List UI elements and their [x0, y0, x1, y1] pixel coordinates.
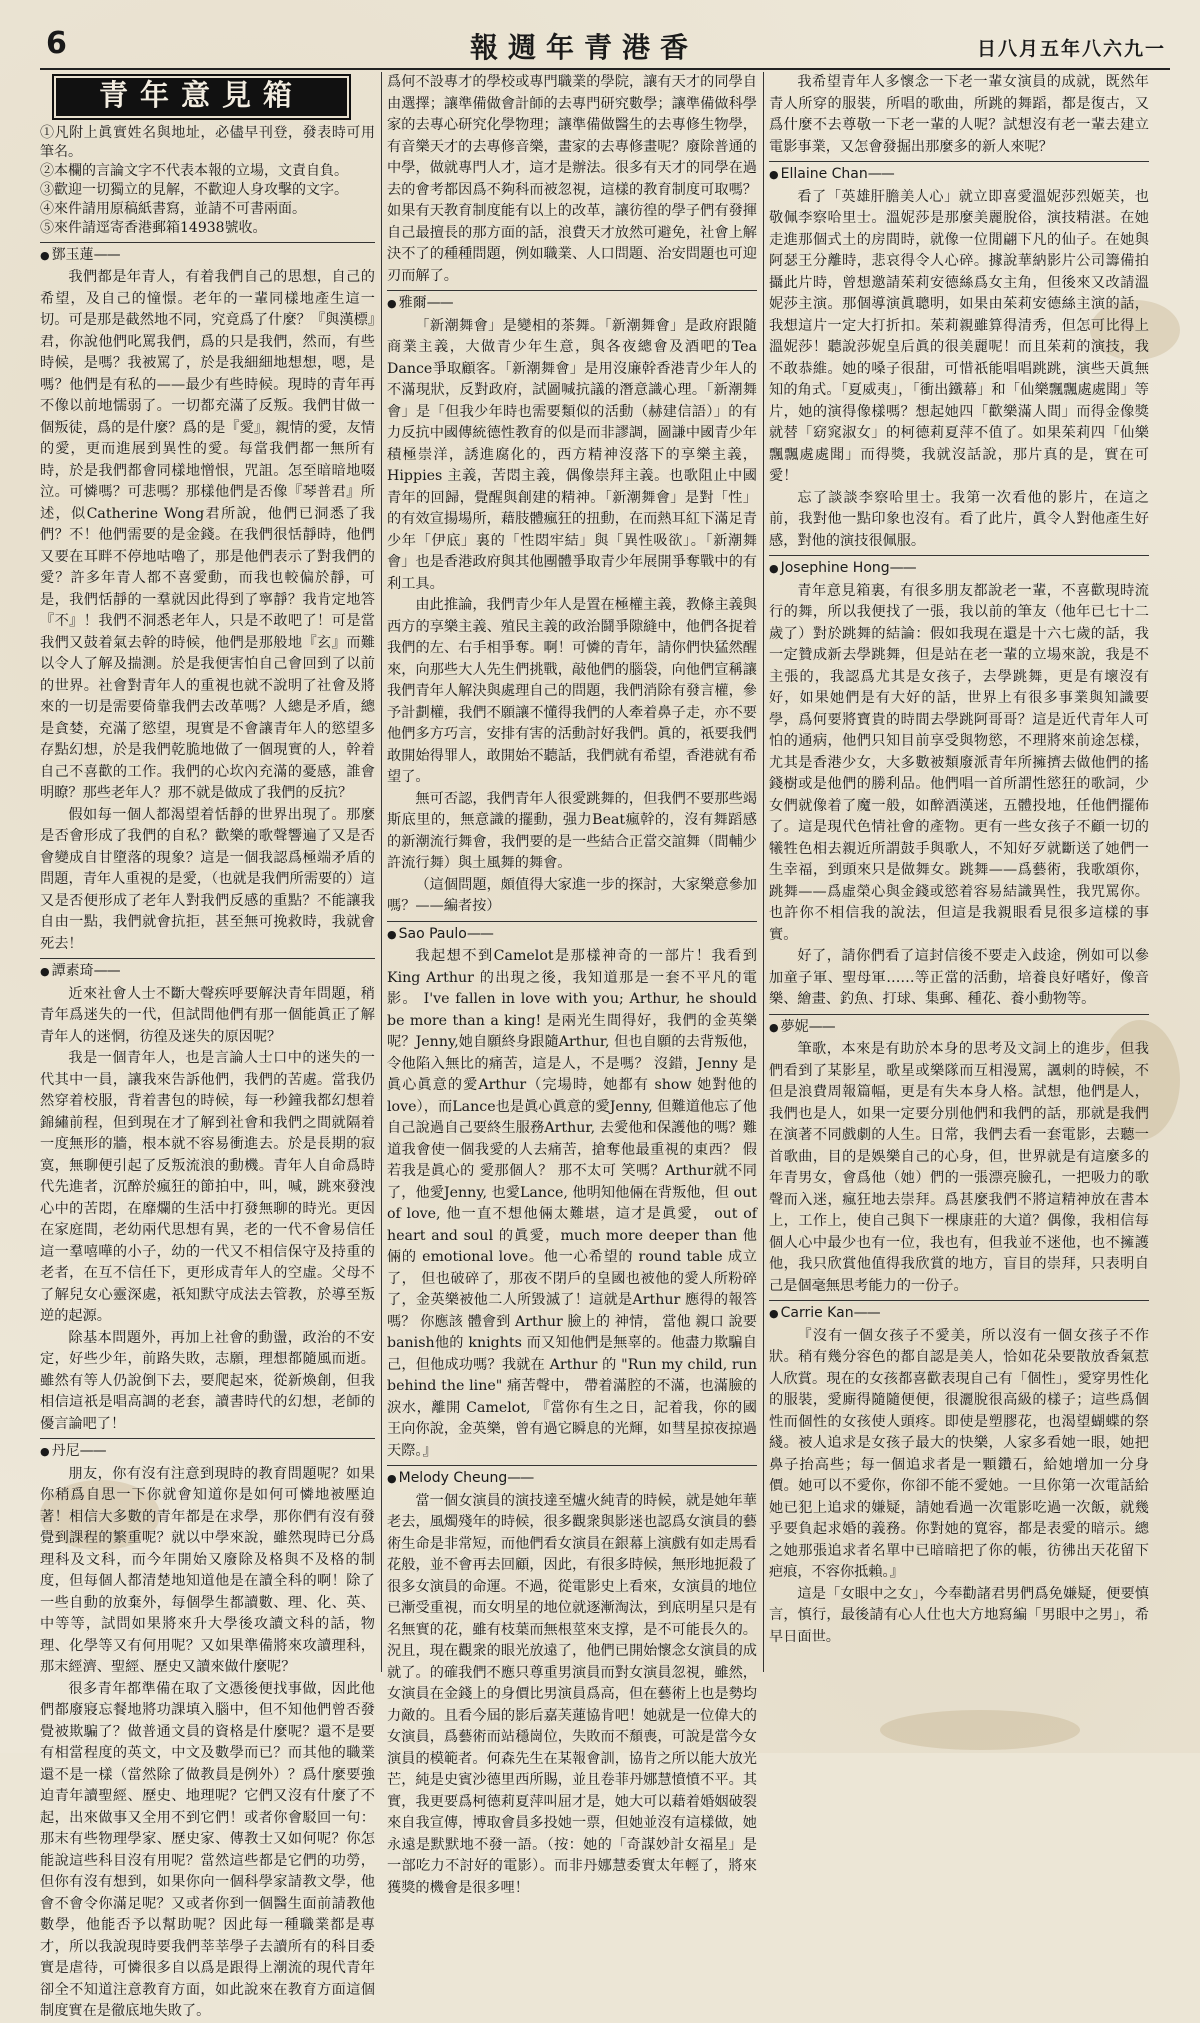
water-stain [880, 1710, 1080, 1750]
letter-author: ● Carrie Kan—— [769, 1305, 880, 1321]
letter-paragraph: 我希望青年人多懷念一下老一輩女演員的成就，既然年青人所穿的服裝，所唱的歌曲，所跳的舞蹈，都是復古，又爲什麼不去尊敬一下老一輩的人呢？試想沒有老一輩去建立電影事業，又怎會發掘出那麼多的新人來呢？ [769, 74, 1149, 155]
bullet-icon: ● [769, 168, 779, 181]
rule-item: ②本欄的言論文字不代表本報的立場，文責自負。 [40, 162, 348, 179]
divider [769, 555, 1149, 556]
editor-note: （這個問題，頗值得大家進一步的探討，大家樂意參加嗎？——編者按） [387, 876, 757, 914]
letter-author: ● Melody Cheung—— [387, 1470, 534, 1486]
divider [387, 290, 757, 291]
letter [40, 245, 375, 956]
letter-author: ● 夢妮—— [769, 1018, 835, 1035]
letter [769, 164, 1149, 552]
bullet-icon: ● [769, 1020, 779, 1034]
letter [40, 1441, 375, 2023]
letter-paragraph: 我是一個青年人，也是言論人士口中的迷失的一代其中一員，讓我來告訴他們，我們的苦處。當我仍然穿着校服，背着書包的時候，每一秒鐘我都幻想着錦繡前程，但到現在才了解到社會和我們之間就隔着一度無形的牆，根本就不容易衝進去。於是長期的寂寞，無聊便引起了反叛流浪的動機。青年人自命爲時代先進者，沉醉於瘋狂的節拍中，叫，喊，跳來發洩心中的苦悶，在靡爛的生活中打發無聊的時光。更因在家庭間，老幼兩代思想有異，老的一代不會易信任這一羣嘻嘩的小子，幼的一代又不相信保守及持重的老者，在互不信任下，更形成青年人的空虛。父母不了解兒女心靈深處，祇知默守成法去管教，於導至叛逆的起源。 [40, 1050, 375, 1324]
bullet-icon: ● [40, 248, 50, 262]
column-right [769, 72, 1149, 1672]
divider [769, 161, 1149, 162]
letter-paragraph: 好了，請你們看了這封信後不要走入歧途，例如可以參加童子軍、聖母軍……等正當的活動，培養良好嗜好，像音樂、繪畫、釣魚、打球、集郵、種花、養小動物等。 [769, 948, 1149, 1007]
masthead [40, 20, 1170, 70]
letter-paragraph: 無可否認，我們青年人很愛跳舞的，但我們不要那些竭斯底里的，無意識的擺動，强力Beat瘋幹的，沒有舞蹈感的新潮流行舞會，我們要的是一些結合正當交誼舞（間輔少許流行舞）與土風舞的舞會。 [387, 790, 757, 871]
column-divider [763, 72, 764, 1672]
letter-paragraph: 朋友，你有沒有注意到現時的教育問題呢？如果你稍爲自思一下你就會知道你是如何可憐地被壓迫著！相信大多數的青年都是在求學，那你們有沒有發覺到課程的繁重呢？就以中學來說，雖然現時已分爲理科及文科，而今年開始又廢除及格與不及格的制度，但每個人都清楚地知道他是在讀全科的啊！除了一些自動的放棄外，每個學生都讀數、理、化、英、中等等，試問如果將來升大學後攻讀文科的話，物理、化學等又有何用呢？又如果準備將來攻讀理科，那末經濟、聖經、歷史又讀來做什麼呢？ [40, 1465, 375, 1675]
divider [769, 1014, 1149, 1015]
column-middle [387, 72, 757, 1896]
letter-paragraph: 近來社會人士不斷大聲疾呼要解決青年問題，稍青年爲迷失的一代，但試問他們有那一個能眞正了解青年人的迷惘，彷徨及迷失的原因呢？ [40, 985, 375, 1045]
divider [769, 1300, 1149, 1301]
letter [40, 961, 375, 1435]
issue-date: 日八月五年八六九一 [976, 38, 1166, 60]
letter-paragraph: 筆歌，本來是有助於本身的思考及文詞上的進步，但我們看到了某影星，歌星或樂隊而互相漫罵，諷刺的時候，不但是浪費周報篇幅，更是有失本身人格。試想，他們是人，我們也是人，如果一定要分別他們和我們的話，那就是我們在演著不同戲劇的人生。日常，我們去看一套電影，去聽一首歌曲，目的是娛樂自己的心身，但，世界就是有這麼多的年青男女，會爲他（她）們的一張漂亮臉孔，一把吸力的歌聲而入迷，瘋狂地去崇拜。爲甚麼我們不將這精神放在書本上，工作上，使自己與下一棵康莊的大道？偶像，我相信每個人心中最少也有一位，我也有，但我並不迷他，也不擁護他，我只欣賞他值得我欣賞的地方，盲目的崇拜，只表明自己是個毫無思考能力的一份子。 [769, 1041, 1149, 1294]
letter-author: ● Josephine Hong—— [769, 560, 916, 576]
letter [769, 558, 1149, 1011]
bullet-icon: ● [40, 965, 50, 978]
divider [40, 958, 375, 959]
page-number: 6 [46, 26, 67, 61]
bullet-icon: ● [769, 1307, 779, 1320]
divider [387, 921, 757, 922]
letter-paragraph: 青年意見箱裏，有很多朋友都說老一輩，不喜歡現時流行的舞，所以我便找了一張，我以前的筆友（他年已七十二歲了）對於跳舞的結論：假如我現在還是十六七歲的話，我一定贊成新去學跳舞，但是站在老一輩的立場來說，我是不主張的，我認爲尤其是女孩子，去學跳舞，更是有壞沒有好，如果她們是有大好的話，世界上有很多事業與知識要學，爲何要將寶貴的時間去學跳阿哥哥？這是近代青年人可怕的通病，他們只知目前享受與物慾，不理將來前途怎樣，尤其是香港少女，大多數被類廢派青年所擁擠去做他們的搖錢樹或是他們的勝利品。他們唱一首所謂性慾狂的歌詞，少女們就像着了魔一般，如醉酒漢迷，五體投地，任他們擺佈了。這是現代色情社會的產物。更有一些女孩子不顧一切的犧牲色相去親近所謂鼓手與歌人，不知好歹就斷送了她們一生幸福，到頭來只是做舞女。跳舞——爲藝術，我歌頌你，跳舞——爲虛榮心與金錢或慾着容易結識異性，我咒罵你。也許你不相信我的說法，但這是我親眼看見很多這樣的事實。 [769, 582, 1149, 943]
letter-paragraph: 忘了談談李察哈里士。我第一次看他的影片，在這之前，我對他一點印象也沒有。看了此片，眞令人對他產生好感，對他的演技很佩服。 [769, 489, 1149, 549]
letter-author: ● 譚素琦—— [40, 963, 120, 979]
submission-rules [40, 124, 375, 238]
newspaper-title: 報週年青港香 [470, 31, 699, 64]
letter-paragraph: 我起想不到Camelot是那樣神奇的一部片！我看到King Arthur 的出現之後，我知道那是一套不平凡的電影。 I've fallen in love with you; Arthur, he should be more than a king! 是兩光生間得好，我們的金英樂呢？Jenny,她自願終身跟隨Arthur, 但也自願的去背叛他，令他陷入無比的痛苦，這是人，不是嗎？ 沒錯，Jenny 是眞心眞意的愛Arthur（完場時，她都有 show 她對他的 love），而Lance也是眞心眞意的愛Jenny, 但難道他忘了他自己說過自己要終生服務Arthur, 去愛他和保護他的嗎？難道我會使一個我愛的人去痛苦，搶奪他最重視的東西？ 假若我是眞心的 愛那個人？ 那不太可 笑嗎？Arthur就不同了，他愛Jenny, 也愛Lance, 他明知他倆在背叛他，但 out of love, 他一直不想他倆太難堪，這才是眞愛， out of heart and soul 的眞愛，much more deeper than 他倆的 emotional love。他一心希望的 round table 成立了， 但也破碎了，那夜不閉戶的皇國也被他的愛人所粉碎了，金英樂被他二人所毀滅了！這就是Arthur 應得的報答嗎？ 你應該 體會到 Arthur 臉上的 神情， 當他 親口 說要 banish他的 knights 而又知他們是無辜的。他盡力欺騙自己，但他成功嗎？我就在 Arthur 的 "Run my child, run behind the line" 痛苦聲中， 帶着滿腔的不滿，也滿臉的淚水，離開 Camelot, 『當你有生之日，記着我，你的國王向你說，金英樂，曾有過它瞬息的光輝，如彗星掠夜掠過天際。』 [387, 948, 757, 1459]
letter-paragraph: 假如每一個人都渴望着恬靜的世界出現了。那麼是否會形成了我們的自私？歡樂的歌聲響遍了又是否會變成自甘墮落的現象？這是一個我認爲極端矛盾的問題，青年人重視的是愛，（也就是我們所需要的）這又是否便形成了老年人對我們反感的重點？不能讓我自由一點，我們就會抗拒，甚至無可挽救時，我就會死去！ [40, 806, 375, 952]
letter-author: ● 丹尼—— [40, 1443, 106, 1459]
column-title: 青年意見箱 [56, 78, 347, 116]
column-left [40, 72, 375, 2019]
rule-item: ⑤來件請逕寄香港郵箱14938號收。 [40, 219, 267, 236]
divider [40, 242, 375, 243]
divider [40, 1438, 375, 1439]
letter-paragraph: 當一個女演員的演技達至爐火純青的時候，就是她年華老去，風燭殘年的時候，很多觀衆與影迷也認爲女演員的藝術生命是非常短，而他們看女演員在銀幕上演戲有如走馬看花般，並不會再去回顧，因此，有很多時候，無形地扼殺了很多女演員的命運。不過，從電影史上看來，女演員的地位已漸受重視，而女明星的地位就逐漸淘汰，到底明星只是有名無實的花，雖有枝葉而無根莖來支撑，是不可能長久的。況且，現在觀衆的眼光放遠了，他們已開始懷念女演員的成就了。的確我們不應只尊重男演員而對女演員忽視，雖然，女演員在金錢上的身價比男演員爲高，但在藝術上也是勢均力敵的。且看今屆的影后嘉芙蓮協肯吧！她就是一位偉大的女演員，爲藝術而站穩崗位，失敗而不頹喪，可說是當今女演員的模範者。何森先生在某報會訓，協肯之所以能大放光芒，純是史賓沙德里西所賜，並且卷菲丹娜慧憤憤不平。其實，我更要爲柯德莉夏萍叫屈才是，她大可以藉着婚姻破裂來自我宣傳，博取會員多投她一票，但她並沒有這樣做，她永遠是默默地不發一語。（按：她的「奇謀妙計女福星」是一部吃力不討好的電影）。而非丹娜慧委實太年輕了，將來獲獎的機會是很多哩！ [387, 1492, 757, 1896]
divider [387, 1465, 757, 1466]
bullet-icon: ● [387, 927, 397, 941]
rule-item: ①凡附上眞實姓名與地址，必儘早刊登，發表時可用筆名。 [40, 124, 375, 160]
letter-author: ● Sao Paulo—— [387, 925, 493, 942]
letter-author: ● Ellaine Chan—— [769, 166, 894, 182]
letter-paragraph: 除基本問題外，再加上社會的動盪，政治的不安定，好些少年，前路失敗，志願，理想都隨風而逝。雖然有等人仍說倒下去，要爬起來，從新煥創，但我相信這祇是唱高調的老套，讀書時代的幻想，老師的優言論吧了！ [40, 1329, 375, 1432]
letter [387, 293, 757, 918]
letter-paragraph: 由此推論，我們青少年人是置在極權主義，教條主義與西方的享樂主義、殖民主義的政治鬪爭隙縫中，他們各捉着我們的左、右手相爭奪。啊！可憐的青年，請你們快猛然醒來，向那些大人先生們挑戰，敲他們的腦袋，向他們宣稱讓我們青年人解決與處理自己的問題，我們消除有發言權，參予計劃權，我們不願讓不懂得我們的人牽着鼻子走，亦不要他們多方巧言，安排有害的活動討好我們。眞的，祇要我們敢開始得罪人，敢開始不聽話，我們就有希望，香港就有希望了。 [387, 597, 757, 785]
letter-author: ● 雅爾—— [387, 295, 453, 311]
letter-paragraph: 『沒有一個女孩子不愛美，所以沒有一個女孩子不作狀。稍有幾分容色的都自認是美人，恰如花朵要散放香氣惹人欣賞。現在的女孩都喜歡表現自己有「個性」，愛穿男性化的服裝，愛廝得隨隨便便，很灑脫很高級的樣子；這些爲個性而個性的女孩使人頭疼。即使是塑膠花，也渴望蝴蝶的祭綫。被人追求是女孩子最大的快樂，人家多看她一眼，她把鼻子抬高些；每一個追求者是一顆鑽石，給她增加一分身價。她可以不愛你，你卻不能不愛她。一旦你第一次電話給她已犯上追求的嫌疑，請她看過一次電影吃過一次飯，就幾乎要負起求婚的義務。你對她的寬容，都是表愛的暗示。總之她那張追求者名單中已暗暗把了你的帳，彷彿出天花留下疤痕，不容你抵賴。』 [769, 1327, 1149, 1580]
letter-paragraph: 這是「女眼中之女」，今奉勸諸君男們爲免嫌疑，便要慎言，慎行，最後請有心人仕也大方地寫編「男眼中之男」，希早日面世。 [769, 1585, 1149, 1645]
letter [387, 1468, 757, 1899]
letter-paragraph: 我們都是年青人，有着我們自己的思想，自己的希望，及自己的憧憬。老年的一輩同樣地產生這一切。可是那是截然地不同，究竟爲了什麼？『與漢標』君，你說他們叱罵我們，爲的只是我們，然而，有些時候，是嗎？我被罵了，於是我細細地想想，嗯，是嗎？他們是有私的——最少有些時候。現時的青年再不像以前地懦弱了。一切都充滿了反叛。我們甘做一個叛徒，爲的是什麼？爲的是『愛』，親情的愛，友情的愛，更而進展到異性的愛。每當我們都一無所有時，於是我們都會同樣地憎恨，咒詛。怎至暗暗地啜泣。可憐嗎？可悲嗎？那樣他們是否像『琴普君』所述，似Catherine Wong君所說，他們已洞悉了我們？不！他們需要的是金錢。在我們很恬靜時，他們又要在耳畔不停地咕嚕了，那是他們表示了對我們的愛？許多年青人都不喜愛動，而我也較偏於靜，可是，我們恬靜的一羣就因此得到了寧靜？我肯定地答『不』！我們不洞悉老年人，只是不敢吧了！可是當我們又鼓着氣去幹的時候，他們是那般地『玄』而難以令人了解及揣測。於是我便害怕自己會回到了以前的世界。社會對青年人的重視也就不說明了社會及將來的一切是需要倚靠我們去改革嗎？人總是矛盾，總是貪婪，充滿了慾望，現實是不會讓青年人的慾望多存點幻想，於是我們乾脆地做了一個現實的人，幹着自己不喜歡的工作。我們的心坎內充滿的憂感，誰會明瞭？那些老年人？那不就是做成了我們的反抗？ [40, 269, 375, 801]
rule-item: ④來件請用原稿紙書寫，並請不可書兩面。 [40, 200, 306, 217]
letter-paragraph: 看了「英雄肝膽美人心」就立即喜愛溫妮莎烈姬芙，也敬佩李察哈里士。溫妮莎是那麼美麗脫俗，演技精湛。在她走進那個式土的房間時，就像一位閒翩下凡的仙子。在她與阿瑟王分離時，悲哀得令人心碎。據說華納影片公司籌備拍攝此片時，曾想邀請茱莉安德絲爲女主角，但後來又改請溫妮莎主演。那個導演眞聰明，如果由茱莉安德絲主演的話，我想這片一定大打折扣。茱莉親雖算得清秀，但怎可比得上溫妮莎！聽說莎妮皇后眞的很美麗呢！而且茱莉的演技，我不敢恭維。她的嗓子很甜，可惜祇能唱唱跳跳，演些天眞無知的角式。「夏威夷」，「衝出鐵幕」和「仙樂飄飄處處聞」等片，她的演得像樣嗎？想起她四「歡樂滿人間」而得金像獎就替「窈窕淑女」的柯德莉夏萍不值了。如果茱莉四「仙樂飄飄處處聞」而得獎，我就沒話說，那片真的是，實在可愛！ [769, 188, 1149, 484]
letter-paragraph: 「新潮舞會」是變相的茶舞。「新潮舞會」是政府跟隨商業主義，大做青少年生意，與各夜總會及酒吧的Tea Dance爭取顧客。「新潮舞會」是用沒廉幹香港青少年人的不滿現狀，反對政府，試圖喊抗議的潛意識心理。「新潮舞會」是「但我少年時也需要類似的活動（赫建信語）」的有力反抗中國傳統德性教育的似是而非謬調，圖謙中國青少年積極崇洋，誘進腐化的，西方精神沒落下的享樂主義，Hippies 主義，苦悶主義，偶像崇拜主義。也歌阻止中國青年的回歸，覺醒與創建的精神。「新潮舞會」是對「性」的有效宣揚場所，藉肢體瘋狂的扭動，在而熱耳紅下滿足青少年「伊底」裏的「性悶牢結」與「異性吸欲」。「新潮舞會」也是香港政府與其他團體爭取青少年展開爭奪戰中的有利工具。 [387, 317, 757, 592]
letter-paragraph: 很多青年都準備在取了文憑後便找事做，因此他們都廢寢忘餐地將功課填入腦中，但不知他們曾否發覺被欺騙了？做普通文員的資格是什麼呢？還不是要有相當程度的英文，中文及數學而已？而其他的職業還不是一樣（當然除了做教員是例外）？爲什麼要強迫青年讀聖經、歷史、地理呢？它們又沒有什麼了不起，出來做事又全用不到它們！或者你會駁回一句：那末有些物理學家、歷史家、傳教士又如何呢？你怎能說這些科目沒有用呢？當然這些都是它們的功勞，但你有沒有想到，如果你向一個科學家請教文學，他會不會令你滿足呢？又或者你到一個醫生面前請教他數學，他能否予以幫助呢？因此每一種職業都是專才，所以我說現時要我們莘莘學子去讀所有的科目委實是虐待，可憐很多自以爲是跟得上潮流的現代青年卻全不知道注意教育方面，如此說來在教育方面這個制度實在是徹底地失敗了。 [40, 1680, 375, 2019]
letter [769, 1017, 1149, 1298]
bullet-icon: ● [40, 1445, 50, 1458]
column-divider [381, 72, 382, 1672]
bullet-icon: ● [769, 562, 779, 575]
rule-item: ③歡迎一切獨立的見解，不歡迎人身攻擊的文字。 [40, 181, 348, 198]
letter-author: ● 鄧玉蓮—— [40, 246, 120, 263]
letter [769, 1303, 1149, 1648]
bullet-icon: ● [387, 1472, 397, 1485]
letter [387, 924, 757, 1463]
bullet-icon: ● [387, 297, 397, 310]
letter-paragraph: 爲何不設專才的學校或專門職業的學院，讓有天才的同學自由選擇；讓準備做會計師的去專門研究數學；讓準備做科學家的去專心研究化學物理；讓準備做醫生的去專修生物學，有音樂天才的去專修音樂，畫家的去專修畫呢？廢除普通的中學，做就專門人才，這才是辦法。很多有天才的同學在過去的會考都因爲不夠科而被忽視，這樣的教育制度可取嗎？如果有天教育制度能有以上的改革，讓彷徨的學子們有發揮自己最擅長的那方面的話，浪費天才放然可避免，社會上解決不了的種種問題，例如職業、人口問題、治安問題也可迎刃而解了。 [387, 74, 757, 284]
